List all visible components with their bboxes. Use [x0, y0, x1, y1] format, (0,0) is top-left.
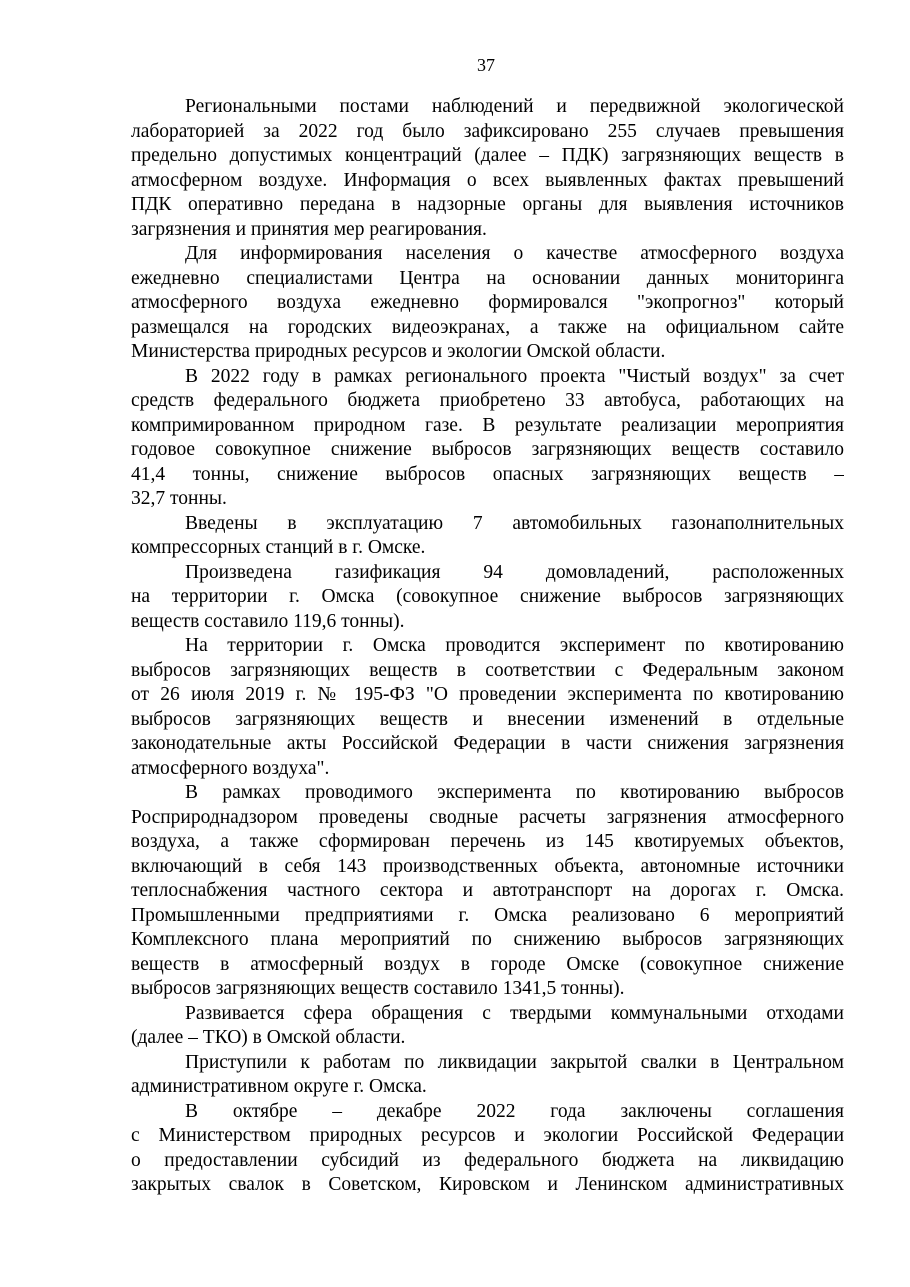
paragraph-line: загрязнения и принятия мер реагирования.: [131, 218, 487, 240]
paragraph: [131, 1051, 844, 1100]
paragraph: [131, 95, 844, 242]
paragraph: [131, 365, 844, 512]
paragraph-line: выбросов загрязняющих веществ и внесении изменений в отдельные: [131, 708, 844, 730]
paragraph: [131, 512, 844, 561]
paragraph-line: размещался на городских видеоэкранах, а также на официальном сайте: [131, 316, 844, 338]
paragraph-line: компримированном природном газе. В результате реализации мероприятия: [131, 414, 844, 436]
paragraph-line: средств федерального бюджета приобретено 33 автобуса, работающих на: [131, 390, 844, 411]
paragraph-line: атмосферного воздуха".: [131, 757, 330, 779]
paragraph-line: Росприроднадзором проведены сводные расчеты загрязнения атмосферного: [131, 806, 844, 828]
paragraph: [131, 1100, 844, 1198]
paragraph-line: о предоставлении субсидий из федерального бюджета на ликвидацию: [131, 1149, 844, 1171]
paragraph-line: атмосферного воздуха ежедневно формировался "экопрогноз" который: [131, 292, 844, 313]
paragraph-line: включающий в себя 143 производственных объекта, автономные источники: [131, 855, 844, 877]
paragraph: [131, 781, 844, 1002]
paragraph-line: Развивается сфера обращения с твердыми коммунальными отходами: [185, 1002, 844, 1024]
paragraph-line: Комплексного плана мероприятий по снижению выбросов загрязняющих: [131, 929, 844, 950]
paragraph-line: 41,4 тонны, снижение выбросов опасных загрязняющих веществ –: [131, 463, 844, 485]
paragraph-line: В октябре – декабре 2022 года заключены соглашения: [185, 1100, 844, 1122]
paragraph-line: компрессорных станций в г. Омске.: [131, 537, 426, 558]
paragraph-line: предельно допустимых концентраций (далее – ПДК) загрязняющих веществ в: [131, 145, 844, 166]
paragraph-line: воздуха, а также сформирован перечень из 145 квотируемых объектов,: [131, 831, 844, 852]
paragraph-line: выбросов загрязняющих веществ в соответствии с Федеральным законом: [131, 659, 844, 681]
paragraph-line: В 2022 году в рамках регионального проекта "Чистый воздух" за счет: [185, 365, 844, 387]
paragraph-line: Введены в эксплуатацию 7 автомобильных газонаполнительных: [185, 512, 844, 534]
paragraph-line: от 26 июля 2019 г. № 195-ФЗ "О проведении эксперимента по квотированию: [131, 684, 844, 705]
paragraph-line: 32,7 тонны.: [131, 488, 227, 509]
paragraph-line: веществ составило 119,6 тонны).: [131, 610, 405, 632]
paragraph-line: (далее – ТКО) в Омской области.: [131, 1027, 406, 1048]
paragraph-line: годовое совокупное снижение выбросов загрязняющих веществ составило: [131, 439, 844, 460]
paragraph-line: теплоснабжения частного сектора и автотранспорт на дорогах г. Омска.: [131, 880, 844, 901]
paragraph-line: лабораторией за 2022 год было зафиксировано 255 случаев превышения: [131, 120, 844, 142]
paragraph-line: веществ в атмосферный воздух в городе Омске (совокупное снижение: [131, 953, 844, 975]
paragraph-line: В рамках проводимого эксперимента по квотированию выбросов: [185, 782, 844, 803]
paragraph-line: выбросов загрязняющих веществ составило 1341,5 тонны).: [131, 978, 625, 999]
paragraph-line: Произведена газификация 94 домовладений, расположенных: [185, 561, 844, 583]
paragraph: [131, 242, 844, 365]
paragraph-line: Для информирования населения о качестве атмосферного воздуха: [185, 243, 844, 264]
paragraph-line: ежедневно специалистами Центра на основании данных мониторинга: [131, 267, 844, 289]
page-number: 37: [477, 55, 495, 75]
paragraph-line: Министерства природных ресурсов и экологии Омской области.: [131, 341, 666, 362]
paragraph-line: закрытых свалок в Советском, Кировском и Ленинском административных: [131, 1174, 844, 1195]
paragraph-line: Региональными постами наблюдений и передвижной экологической: [185, 96, 844, 117]
paragraph-line: с Министерством природных ресурсов и экологии Российской Федерации: [131, 1125, 844, 1146]
paragraph-line: Промышленными предприятиями г. Омска реализовано 6 мероприятий: [131, 904, 844, 926]
body-text: [131, 95, 844, 1198]
paragraph-line: ПДК оперативно передана в надзорные органы для выявления источников: [131, 194, 844, 215]
paragraph-line: На территории г. Омска проводится эксперимент по квотированию: [185, 635, 844, 656]
paragraph: [131, 1002, 844, 1051]
paragraph-line: атмосферном воздухе. Информация о всех выявленных фактах превышений: [131, 169, 844, 191]
paragraph-line: Приступили к работам по ликвидации закрытой свалки в Центральном: [185, 1051, 844, 1073]
paragraph-line: законодательные акты Российской Федерации в части снижения загрязнения: [131, 733, 844, 754]
paragraph: [131, 634, 844, 781]
paragraph: [131, 561, 844, 635]
paragraph-line: на территории г. Омска (совокупное снижение выбросов загрязняющих: [131, 586, 844, 607]
paragraph-line: административном округе г. Омска.: [131, 1076, 427, 1097]
